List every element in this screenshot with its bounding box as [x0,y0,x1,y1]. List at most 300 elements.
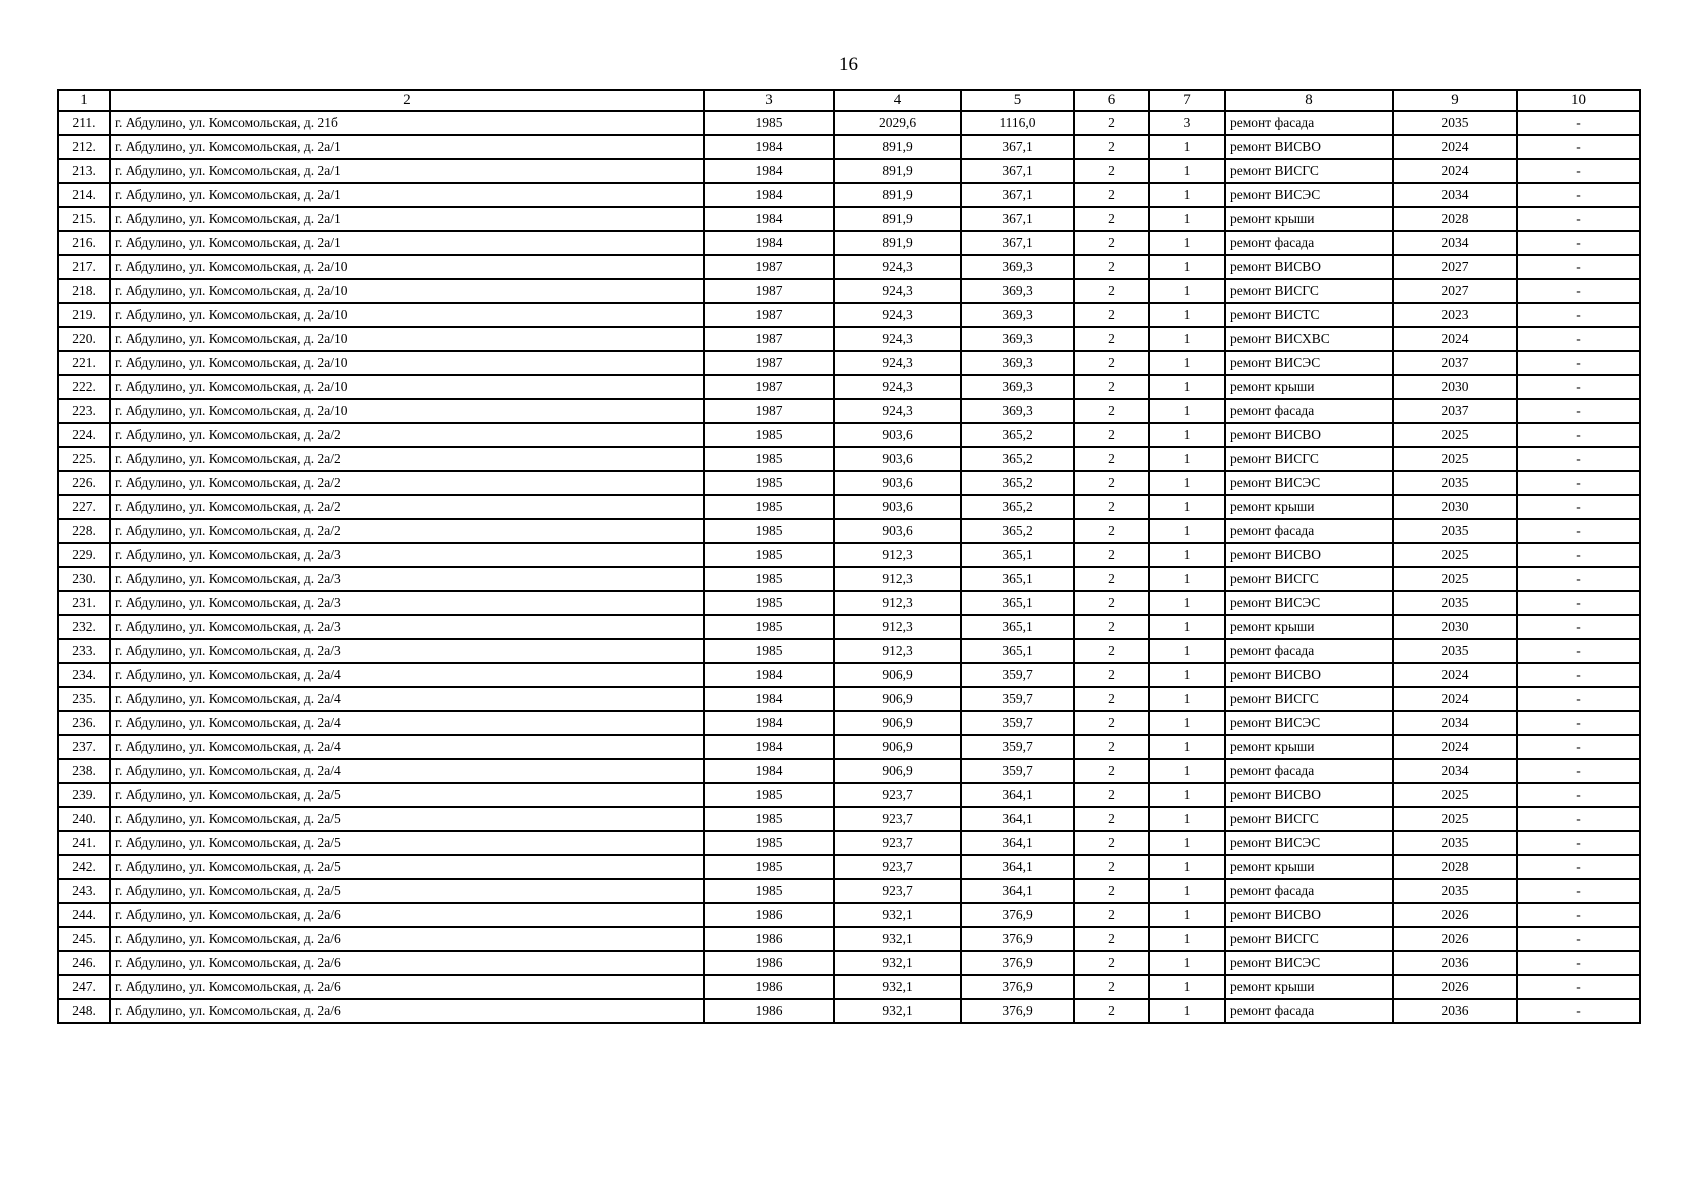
cell-row-number: 215. [58,207,110,231]
cell-year-built: 1985 [704,519,834,543]
cell-note: - [1517,159,1640,183]
cell-entrances: 1 [1149,543,1225,567]
cell-entrances: 3 [1149,111,1225,135]
cell-note: - [1517,759,1640,783]
cell-repair-type: ремонт ВИСГС [1225,159,1393,183]
cell-row-number: 225. [58,447,110,471]
cell-planned-year: 2026 [1393,975,1517,999]
cell-floors: 2 [1074,759,1149,783]
cell-entrances: 1 [1149,975,1225,999]
cell-repair-type: ремонт фасада [1225,111,1393,135]
cell-planned-year: 2037 [1393,351,1517,375]
table-row [58,999,1640,1023]
cell-total-area: 932,1 [834,999,961,1023]
table-row [58,135,1640,159]
cell-total-area: 903,6 [834,495,961,519]
cell-address: г. Абдулино, ул. Комсомольская, д. 2а/2 [110,495,704,519]
cell-year-built: 1987 [704,375,834,399]
cell-address: г. Абдулино, ул. Комсомольская, д. 2а/2 [110,447,704,471]
cell-entrances: 1 [1149,279,1225,303]
cell-total-area: 912,3 [834,567,961,591]
cell-address: г. Абдулино, ул. Комсомольская, д. 2а/5 [110,807,704,831]
cell-entrances: 1 [1149,231,1225,255]
cell-total-area: 906,9 [834,735,961,759]
cell-row-number: 230. [58,567,110,591]
cell-address: г. Абдулино, ул. Комсомольская, д. 2а/1 [110,207,704,231]
cell-note: - [1517,375,1640,399]
cell-entrances: 1 [1149,471,1225,495]
cell-repair-type: ремонт фасада [1225,519,1393,543]
cell-floors: 2 [1074,183,1149,207]
cell-address: г. Абдулино, ул. Комсомольская, д. 2а/10 [110,279,704,303]
cell-entrances: 1 [1149,783,1225,807]
cell-floors: 2 [1074,351,1149,375]
cell-living-area: 364,1 [961,783,1074,807]
cell-row-number: 242. [58,855,110,879]
cell-row-number: 212. [58,135,110,159]
cell-living-area: 367,1 [961,183,1074,207]
cell-row-number: 223. [58,399,110,423]
cell-address: г. Абдулино, ул. Комсомольская, д. 21б [110,111,704,135]
cell-total-area: 903,6 [834,423,961,447]
cell-floors: 2 [1074,711,1149,735]
cell-planned-year: 2024 [1393,135,1517,159]
cell-note: - [1517,543,1640,567]
cell-planned-year: 2036 [1393,999,1517,1023]
cell-planned-year: 2030 [1393,375,1517,399]
cell-row-number: 227. [58,495,110,519]
cell-total-area: 924,3 [834,303,961,327]
cell-living-area: 376,9 [961,975,1074,999]
cell-address: г. Абдулино, ул. Комсомольская, д. 2а/5 [110,783,704,807]
cell-living-area: 364,1 [961,831,1074,855]
cell-living-area: 369,3 [961,351,1074,375]
cell-entrances: 1 [1149,591,1225,615]
cell-floors: 2 [1074,399,1149,423]
cell-address: г. Абдулино, ул. Комсомольская, д. 2а/1 [110,159,704,183]
cell-repair-type: ремонт крыши [1225,855,1393,879]
cell-note: - [1517,927,1640,951]
cell-planned-year: 2024 [1393,735,1517,759]
cell-year-built: 1987 [704,351,834,375]
cell-planned-year: 2036 [1393,951,1517,975]
cell-address: г. Абдулино, ул. Комсомольская, д. 2а/1 [110,135,704,159]
cell-repair-type: ремонт крыши [1225,375,1393,399]
table-row [58,591,1640,615]
cell-entrances: 1 [1149,519,1225,543]
cell-repair-type: ремонт фасада [1225,231,1393,255]
cell-address: г. Абдулино, ул. Комсомольская, д. 2а/2 [110,423,704,447]
cell-entrances: 1 [1149,255,1225,279]
cell-living-area: 365,2 [961,447,1074,471]
cell-address: г. Абдулино, ул. Комсомольская, д. 2а/6 [110,903,704,927]
cell-repair-type: ремонт крыши [1225,495,1393,519]
cell-living-area: 1116,0 [961,111,1074,135]
cell-floors: 2 [1074,471,1149,495]
cell-living-area: 369,3 [961,303,1074,327]
cell-living-area: 365,2 [961,471,1074,495]
cell-floors: 2 [1074,735,1149,759]
cell-note: - [1517,951,1640,975]
cell-note: - [1517,855,1640,879]
cell-entrances: 1 [1149,927,1225,951]
cell-address: г. Абдулино, ул. Комсомольская, д. 2а/4 [110,687,704,711]
cell-year-built: 1986 [704,903,834,927]
cell-floors: 2 [1074,423,1149,447]
cell-planned-year: 2024 [1393,327,1517,351]
cell-total-area: 891,9 [834,231,961,255]
table-row [58,447,1640,471]
cell-planned-year: 2026 [1393,927,1517,951]
cell-year-built: 1984 [704,759,834,783]
cell-year-built: 1985 [704,615,834,639]
cell-row-number: 245. [58,927,110,951]
cell-total-area: 923,7 [834,807,961,831]
cell-total-area: 891,9 [834,135,961,159]
cell-planned-year: 2027 [1393,279,1517,303]
cell-total-area: 906,9 [834,687,961,711]
cell-living-area: 365,2 [961,423,1074,447]
cell-year-built: 1985 [704,111,834,135]
cell-total-area: 924,3 [834,279,961,303]
cell-floors: 2 [1074,255,1149,279]
table-row [58,495,1640,519]
cell-note: - [1517,783,1640,807]
cell-repair-type: ремонт ВИСВО [1225,135,1393,159]
cell-floors: 2 [1074,159,1149,183]
cell-living-area: 365,1 [961,639,1074,663]
cell-address: г. Абдулино, ул. Комсомольская, д. 2а/1 [110,183,704,207]
table-row [58,975,1640,999]
cell-note: - [1517,663,1640,687]
cell-planned-year: 2030 [1393,615,1517,639]
cell-address: г. Абдулино, ул. Комсомольская, д. 2а/10 [110,327,704,351]
cell-living-area: 364,1 [961,807,1074,831]
cell-repair-type: ремонт ВИСТС [1225,303,1393,327]
cell-entrances: 1 [1149,375,1225,399]
cell-address: г. Абдулино, ул. Комсомольская, д. 2а/2 [110,471,704,495]
cell-living-area: 359,7 [961,711,1074,735]
cell-note: - [1517,615,1640,639]
cell-total-area: 932,1 [834,975,961,999]
table-row [58,951,1640,975]
table-row [58,783,1640,807]
table-row [58,159,1640,183]
cell-floors: 2 [1074,975,1149,999]
cell-address: г. Абдулино, ул. Комсомольская, д. 2а/10 [110,255,704,279]
cell-year-built: 1985 [704,831,834,855]
cell-total-area: 932,1 [834,903,961,927]
cell-row-number: 211. [58,111,110,135]
cell-floors: 2 [1074,327,1149,351]
table-row [58,471,1640,495]
cell-row-number: 221. [58,351,110,375]
cell-floors: 2 [1074,519,1149,543]
cell-total-area: 924,3 [834,351,961,375]
cell-row-number: 234. [58,663,110,687]
table-row [58,879,1640,903]
cell-floors: 2 [1074,231,1149,255]
cell-address: г. Абдулино, ул. Комсомольская, д. 2а/2 [110,519,704,543]
cell-repair-type: ремонт крыши [1225,207,1393,231]
cell-address: г. Абдулино, ул. Комсомольская, д. 2а/10 [110,351,704,375]
cell-floors: 2 [1074,615,1149,639]
table-row [58,519,1640,543]
table-row [58,423,1640,447]
cell-entrances: 1 [1149,399,1225,423]
column-header-10: 10 [1517,90,1640,111]
cell-planned-year: 2025 [1393,447,1517,471]
cell-address: г. Абдулино, ул. Комсомольская, д. 2а/6 [110,975,704,999]
cell-entrances: 1 [1149,567,1225,591]
cell-repair-type: ремонт ВИСВО [1225,423,1393,447]
cell-planned-year: 2035 [1393,111,1517,135]
cell-note: - [1517,471,1640,495]
cell-year-built: 1985 [704,855,834,879]
cell-floors: 2 [1074,495,1149,519]
cell-total-area: 924,3 [834,327,961,351]
cell-year-built: 1984 [704,159,834,183]
cell-total-area: 923,7 [834,831,961,855]
cell-note: - [1517,231,1640,255]
table-row [58,735,1640,759]
cell-entrances: 1 [1149,303,1225,327]
cell-floors: 2 [1074,879,1149,903]
cell-planned-year: 2035 [1393,519,1517,543]
cell-note: - [1517,327,1640,351]
cell-repair-type: ремонт фасада [1225,999,1393,1023]
cell-repair-type: ремонт крыши [1225,975,1393,999]
cell-note: - [1517,711,1640,735]
cell-floors: 2 [1074,687,1149,711]
cell-repair-type: ремонт ВИСВО [1225,255,1393,279]
cell-year-built: 1986 [704,951,834,975]
cell-note: - [1517,591,1640,615]
cell-floors: 2 [1074,831,1149,855]
cell-note: - [1517,279,1640,303]
column-header-7: 7 [1149,90,1225,111]
cell-living-area: 367,1 [961,159,1074,183]
cell-living-area: 365,2 [961,495,1074,519]
cell-year-built: 1984 [704,231,834,255]
cell-row-number: 232. [58,615,110,639]
cell-planned-year: 2034 [1393,759,1517,783]
cell-row-number: 239. [58,783,110,807]
cell-repair-type: ремонт ВИСЭС [1225,351,1393,375]
cell-floors: 2 [1074,567,1149,591]
cell-row-number: 219. [58,303,110,327]
cell-living-area: 376,9 [961,927,1074,951]
cell-year-built: 1987 [704,303,834,327]
cell-repair-type: ремонт ВИСГС [1225,567,1393,591]
table-row [58,903,1640,927]
table-row [58,687,1640,711]
cell-total-area: 903,6 [834,447,961,471]
cell-living-area: 364,1 [961,855,1074,879]
cell-entrances: 1 [1149,711,1225,735]
column-header-3: 3 [704,90,834,111]
cell-repair-type: ремонт ВИСВО [1225,783,1393,807]
cell-floors: 2 [1074,135,1149,159]
cell-floors: 2 [1074,903,1149,927]
cell-repair-type: ремонт фасада [1225,399,1393,423]
cell-note: - [1517,567,1640,591]
cell-planned-year: 2035 [1393,471,1517,495]
cell-total-area: 903,6 [834,519,961,543]
cell-floors: 2 [1074,783,1149,807]
column-header-4: 4 [834,90,961,111]
cell-total-area: 924,3 [834,255,961,279]
cell-total-area: 924,3 [834,399,961,423]
cell-total-area: 2029,6 [834,111,961,135]
cell-floors: 2 [1074,807,1149,831]
cell-note: - [1517,999,1640,1023]
cell-note: - [1517,135,1640,159]
table-row [58,567,1640,591]
column-header-9: 9 [1393,90,1517,111]
cell-living-area: 365,1 [961,591,1074,615]
cell-year-built: 1985 [704,447,834,471]
cell-row-number: 228. [58,519,110,543]
cell-row-number: 220. [58,327,110,351]
cell-entrances: 1 [1149,879,1225,903]
cell-row-number: 233. [58,639,110,663]
cell-repair-type: ремонт крыши [1225,615,1393,639]
cell-row-number: 218. [58,279,110,303]
cell-floors: 2 [1074,279,1149,303]
cell-repair-type: ремонт ВИСГС [1225,927,1393,951]
cell-repair-type: ремонт фасада [1225,759,1393,783]
cell-entrances: 1 [1149,999,1225,1023]
cell-living-area: 376,9 [961,999,1074,1023]
cell-floors: 2 [1074,111,1149,135]
cell-note: - [1517,303,1640,327]
cell-entrances: 1 [1149,327,1225,351]
cell-entrances: 1 [1149,855,1225,879]
cell-row-number: 243. [58,879,110,903]
cell-row-number: 246. [58,951,110,975]
cell-repair-type: ремонт ВИСГС [1225,447,1393,471]
cell-entrances: 1 [1149,639,1225,663]
cell-row-number: 235. [58,687,110,711]
cell-repair-type: ремонт ВИСЭС [1225,711,1393,735]
cell-planned-year: 2025 [1393,783,1517,807]
cell-repair-type: ремонт ВИСЭС [1225,183,1393,207]
cell-year-built: 1985 [704,879,834,903]
cell-row-number: 226. [58,471,110,495]
cell-total-area: 891,9 [834,183,961,207]
cell-living-area: 369,3 [961,255,1074,279]
column-header-2: 2 [110,90,704,111]
cell-row-number: 213. [58,159,110,183]
cell-entrances: 1 [1149,135,1225,159]
cell-floors: 2 [1074,543,1149,567]
cell-planned-year: 2025 [1393,807,1517,831]
cell-year-built: 1984 [704,183,834,207]
cell-year-built: 1985 [704,591,834,615]
cell-row-number: 231. [58,591,110,615]
cell-note: - [1517,111,1640,135]
cell-entrances: 1 [1149,951,1225,975]
cell-address: г. Абдулино, ул. Комсомольская, д. 2а/3 [110,591,704,615]
cell-repair-type: ремонт ВИСЭС [1225,831,1393,855]
cell-row-number: 248. [58,999,110,1023]
cell-entrances: 1 [1149,159,1225,183]
cell-planned-year: 2035 [1393,639,1517,663]
cell-living-area: 364,1 [961,879,1074,903]
cell-address: г. Абдулино, ул. Комсомольская, д. 2а/3 [110,639,704,663]
cell-address: г. Абдулино, ул. Комсомольская, д. 2а/6 [110,999,704,1023]
table-row [58,543,1640,567]
cell-planned-year: 2024 [1393,159,1517,183]
table-row [58,207,1640,231]
table-row [58,303,1640,327]
cell-address: г. Абдулино, ул. Комсомольская, д. 2а/4 [110,735,704,759]
cell-row-number: 240. [58,807,110,831]
cell-address: г. Абдулино, ул. Комсомольская, д. 2а/3 [110,543,704,567]
cell-planned-year: 2024 [1393,663,1517,687]
cell-planned-year: 2027 [1393,255,1517,279]
cell-planned-year: 2024 [1393,687,1517,711]
cell-floors: 2 [1074,303,1149,327]
cell-year-built: 1985 [704,423,834,447]
cell-note: - [1517,399,1640,423]
table-row [58,639,1640,663]
cell-entrances: 1 [1149,183,1225,207]
cell-year-built: 1984 [704,735,834,759]
cell-year-built: 1985 [704,471,834,495]
cell-living-area: 376,9 [961,903,1074,927]
cell-year-built: 1986 [704,999,834,1023]
cell-planned-year: 2025 [1393,543,1517,567]
cell-total-area: 906,9 [834,711,961,735]
cell-note: - [1517,903,1640,927]
cell-living-area: 367,1 [961,231,1074,255]
cell-entrances: 1 [1149,831,1225,855]
cell-total-area: 932,1 [834,927,961,951]
cell-entrances: 1 [1149,615,1225,639]
cell-planned-year: 2028 [1393,207,1517,231]
cell-row-number: 224. [58,423,110,447]
cell-year-built: 1987 [704,327,834,351]
cell-row-number: 238. [58,759,110,783]
table-row [58,183,1640,207]
cell-living-area: 359,7 [961,687,1074,711]
cell-floors: 2 [1074,639,1149,663]
cell-row-number: 216. [58,231,110,255]
cell-address: г. Абдулино, ул. Комсомольская, д. 2а/5 [110,879,704,903]
cell-note: - [1517,807,1640,831]
cell-total-area: 924,3 [834,375,961,399]
cell-note: - [1517,687,1640,711]
cell-planned-year: 2030 [1393,495,1517,519]
cell-address: г. Абдулино, ул. Комсомольская, д. 2а/10 [110,399,704,423]
cell-repair-type: ремонт ВИСГС [1225,279,1393,303]
cell-address: г. Абдулино, ул. Комсомольская, д. 2а/6 [110,927,704,951]
cell-repair-type: ремонт ВИСГС [1225,687,1393,711]
cell-planned-year: 2034 [1393,231,1517,255]
cell-repair-type: ремонт фасада [1225,639,1393,663]
cell-entrances: 1 [1149,807,1225,831]
column-header-1: 1 [58,90,110,111]
cell-living-area: 359,7 [961,735,1074,759]
cell-living-area: 376,9 [961,951,1074,975]
cell-total-area: 912,3 [834,639,961,663]
cell-repair-type: ремонт крыши [1225,735,1393,759]
cell-year-built: 1985 [704,543,834,567]
cell-planned-year: 2034 [1393,711,1517,735]
cell-address: г. Абдулино, ул. Комсомольская, д. 2а/5 [110,855,704,879]
